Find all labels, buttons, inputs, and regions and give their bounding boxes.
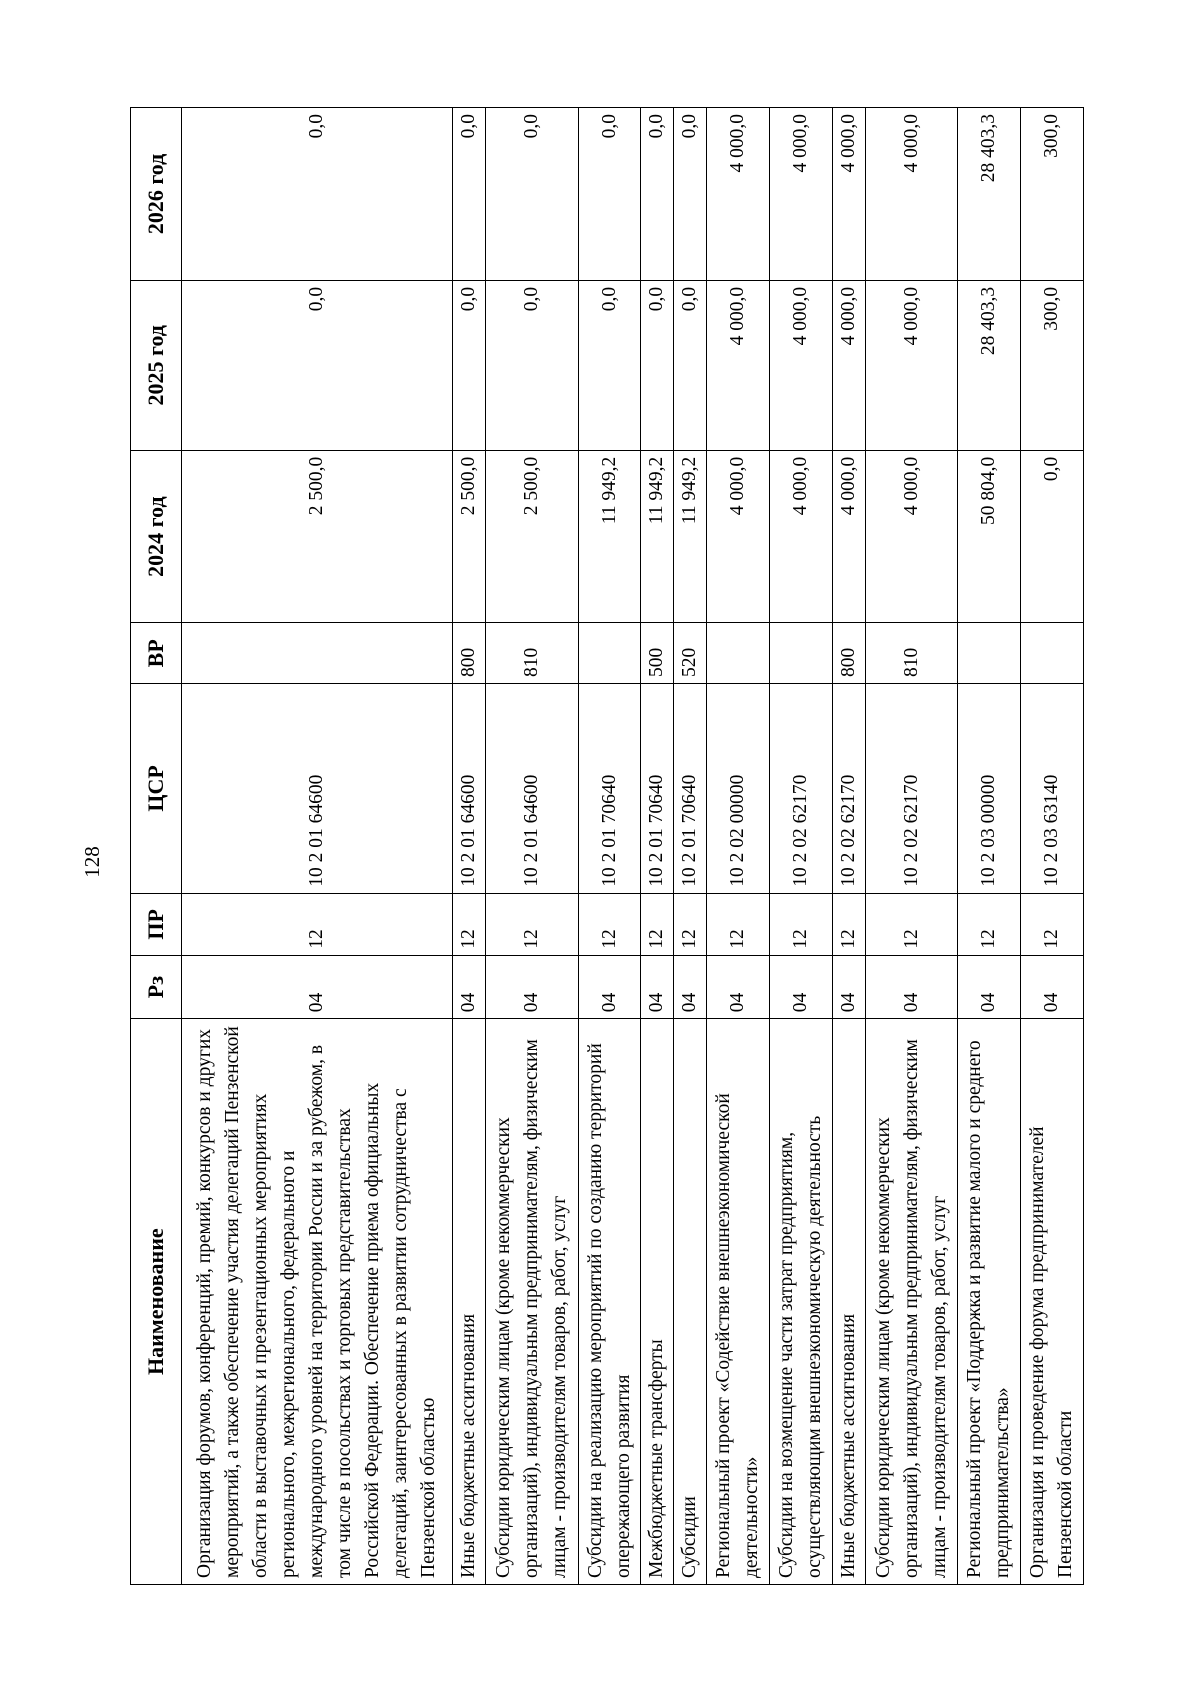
budget-table xyxy=(130,107,1084,1585)
cell-rz: 04 xyxy=(707,955,770,1019)
budget-table-container xyxy=(130,107,1084,1585)
cell-name: Субсидии на возмещение части затрат предприятиям, осуществляющим внешнеэкономическую деятельность xyxy=(770,1019,833,1585)
table-row xyxy=(958,108,1021,1585)
cell-rz: 04 xyxy=(182,955,453,1019)
cell-2024: 2 500,0 xyxy=(182,450,453,623)
cell-pr: 12 xyxy=(707,893,770,955)
cell-pr: 12 xyxy=(578,893,641,955)
cell-pr: 12 xyxy=(958,893,1021,955)
cell-name: Субсидии юридическим лицам (кроме некоммерческих организаций), индивидуальным предпринимателям, физическим лицам - производителям товаров, работ, услуг xyxy=(865,1019,958,1585)
cell-pr: 12 xyxy=(832,893,865,955)
cell-csr: 10 2 03 63140 xyxy=(1021,684,1084,894)
cell-rz: 04 xyxy=(578,955,641,1019)
cell-2024: 0,0 xyxy=(1021,450,1084,623)
cell-vr: 520 xyxy=(674,623,707,684)
cell-csr: 10 2 02 62170 xyxy=(770,684,833,894)
cell-2026: 4 000,0 xyxy=(707,108,770,281)
cell-pr: 12 xyxy=(486,893,579,955)
table-body xyxy=(182,108,1084,1585)
cell-name: Субсидии xyxy=(674,1019,707,1585)
cell-name: Региональный проект «Поддержка и развитие малого и среднего предпринимательства» xyxy=(958,1019,1021,1585)
cell-csr: 10 2 01 70640 xyxy=(578,684,641,894)
cell-2024: 2 500,0 xyxy=(453,450,486,623)
cell-csr: 10 2 01 70640 xyxy=(641,684,674,894)
cell-rz: 04 xyxy=(958,955,1021,1019)
cell-2025: 0,0 xyxy=(182,280,453,450)
cell-pr: 12 xyxy=(641,893,674,955)
cell-pr: 12 xyxy=(1021,893,1084,955)
cell-2025: 0,0 xyxy=(674,280,707,450)
cell-2026: 300,0 xyxy=(1021,108,1084,281)
cell-2026: 0,0 xyxy=(674,108,707,281)
cell-name: Иные бюджетные ассигнования xyxy=(832,1019,865,1585)
cell-rz: 04 xyxy=(641,955,674,1019)
cell-csr: 10 2 02 00000 xyxy=(707,684,770,894)
table-row xyxy=(453,108,486,1585)
cell-2024: 4 000,0 xyxy=(865,450,958,623)
cell-vr xyxy=(182,623,453,684)
table-row xyxy=(641,108,674,1585)
cell-2024: 11 949,2 xyxy=(674,450,707,623)
cell-pr: 12 xyxy=(770,893,833,955)
cell-rz: 04 xyxy=(1021,955,1084,1019)
cell-2026: 0,0 xyxy=(578,108,641,281)
cell-vr: 810 xyxy=(486,623,579,684)
header-csr: ЦСР xyxy=(131,684,182,894)
header-vr: ВР xyxy=(131,623,182,684)
cell-2025: 0,0 xyxy=(578,280,641,450)
table-row xyxy=(578,108,641,1585)
cell-2026: 0,0 xyxy=(182,108,453,281)
table-row xyxy=(182,108,453,1585)
cell-pr: 12 xyxy=(453,893,486,955)
cell-csr: 10 2 01 64600 xyxy=(182,684,453,894)
header-name: Наименование xyxy=(131,1019,182,1585)
cell-2024: 11 949,2 xyxy=(578,450,641,623)
table-row xyxy=(707,108,770,1585)
header-2024: 2024 год xyxy=(131,450,182,623)
cell-2025: 300,0 xyxy=(1021,280,1084,450)
cell-2026: 4 000,0 xyxy=(865,108,958,281)
table-row xyxy=(770,108,833,1585)
table-row xyxy=(1021,108,1084,1585)
cell-vr xyxy=(707,623,770,684)
cell-name: Межбюджетные трансферты xyxy=(641,1019,674,1585)
cell-name: Организация форумов, конференций, премий, конкурсов и других мероприятий, а также обеспечение участия делегаций Пензенской области в выставочных и презентационных мероприятиях регионального, межрегионального, федерального и международного уровней на территории России и за рубежом, в том числе в посольствах и торговых представительствах Российской Федерации. Обеспечение приема официальных делегаций, заинтересованных в развитии сотрудничества с Пензенской областью xyxy=(182,1019,453,1585)
cell-csr: 10 2 02 62170 xyxy=(865,684,958,894)
cell-2025: 4 000,0 xyxy=(770,280,833,450)
page-number: 128 xyxy=(80,846,104,878)
cell-2024: 11 949,2 xyxy=(641,450,674,623)
cell-vr xyxy=(958,623,1021,684)
cell-vr xyxy=(770,623,833,684)
header-pr: ПР xyxy=(131,893,182,955)
table-row xyxy=(486,108,579,1585)
cell-csr: 10 2 01 64600 xyxy=(453,684,486,894)
cell-2025: 4 000,0 xyxy=(707,280,770,450)
cell-2026: 0,0 xyxy=(486,108,579,281)
cell-csr: 10 2 01 70640 xyxy=(674,684,707,894)
cell-pr: 12 xyxy=(674,893,707,955)
table-header-row xyxy=(131,108,182,1585)
cell-2024: 4 000,0 xyxy=(832,450,865,623)
table-row xyxy=(865,108,958,1585)
cell-rz: 04 xyxy=(865,955,958,1019)
cell-2026: 0,0 xyxy=(453,108,486,281)
cell-2025: 4 000,0 xyxy=(865,280,958,450)
cell-vr xyxy=(1021,623,1084,684)
cell-2025: 0,0 xyxy=(641,280,674,450)
cell-csr: 10 2 01 64600 xyxy=(486,684,579,894)
cell-name: Субсидии на реализацию мероприятий по созданию территорий опережающего развития xyxy=(578,1019,641,1585)
cell-2024: 4 000,0 xyxy=(707,450,770,623)
cell-2025: 28 403,3 xyxy=(958,280,1021,450)
cell-2024: 4 000,0 xyxy=(770,450,833,623)
cell-2024: 50 804,0 xyxy=(958,450,1021,623)
table-row xyxy=(674,108,707,1585)
cell-rz: 04 xyxy=(770,955,833,1019)
cell-2026: 4 000,0 xyxy=(832,108,865,281)
cell-rz: 04 xyxy=(832,955,865,1019)
header-rz: Рз xyxy=(131,955,182,1019)
cell-2024: 2 500,0 xyxy=(486,450,579,623)
cell-2025: 4 000,0 xyxy=(832,280,865,450)
cell-name: Региональный проект «Содействие внешнеэкономической деятельности» xyxy=(707,1019,770,1585)
cell-pr: 12 xyxy=(182,893,453,955)
cell-rz: 04 xyxy=(453,955,486,1019)
cell-pr: 12 xyxy=(865,893,958,955)
cell-2025: 0,0 xyxy=(453,280,486,450)
cell-name: Иные бюджетные ассигнования xyxy=(453,1019,486,1585)
cell-csr: 10 2 03 00000 xyxy=(958,684,1021,894)
header-2025: 2025 год xyxy=(131,280,182,450)
table-row xyxy=(832,108,865,1585)
cell-rz: 04 xyxy=(486,955,579,1019)
cell-2026: 4 000,0 xyxy=(770,108,833,281)
cell-csr: 10 2 02 62170 xyxy=(832,684,865,894)
cell-vr: 800 xyxy=(832,623,865,684)
cell-vr: 800 xyxy=(453,623,486,684)
header-2026: 2026 год xyxy=(131,108,182,281)
cell-2026: 28 403,3 xyxy=(958,108,1021,281)
cell-2025: 0,0 xyxy=(486,280,579,450)
cell-2026: 0,0 xyxy=(641,108,674,281)
cell-vr: 810 xyxy=(865,623,958,684)
cell-vr xyxy=(578,623,641,684)
cell-vr: 500 xyxy=(641,623,674,684)
cell-rz: 04 xyxy=(674,955,707,1019)
cell-name: Организация и проведение форума предпринимателей Пензенской области xyxy=(1021,1019,1084,1585)
cell-name: Субсидии юридическим лицам (кроме некоммерческих организаций), индивидуальным предпринимателям, физическим лицам - производителям товаров, работ, услуг xyxy=(486,1019,579,1585)
